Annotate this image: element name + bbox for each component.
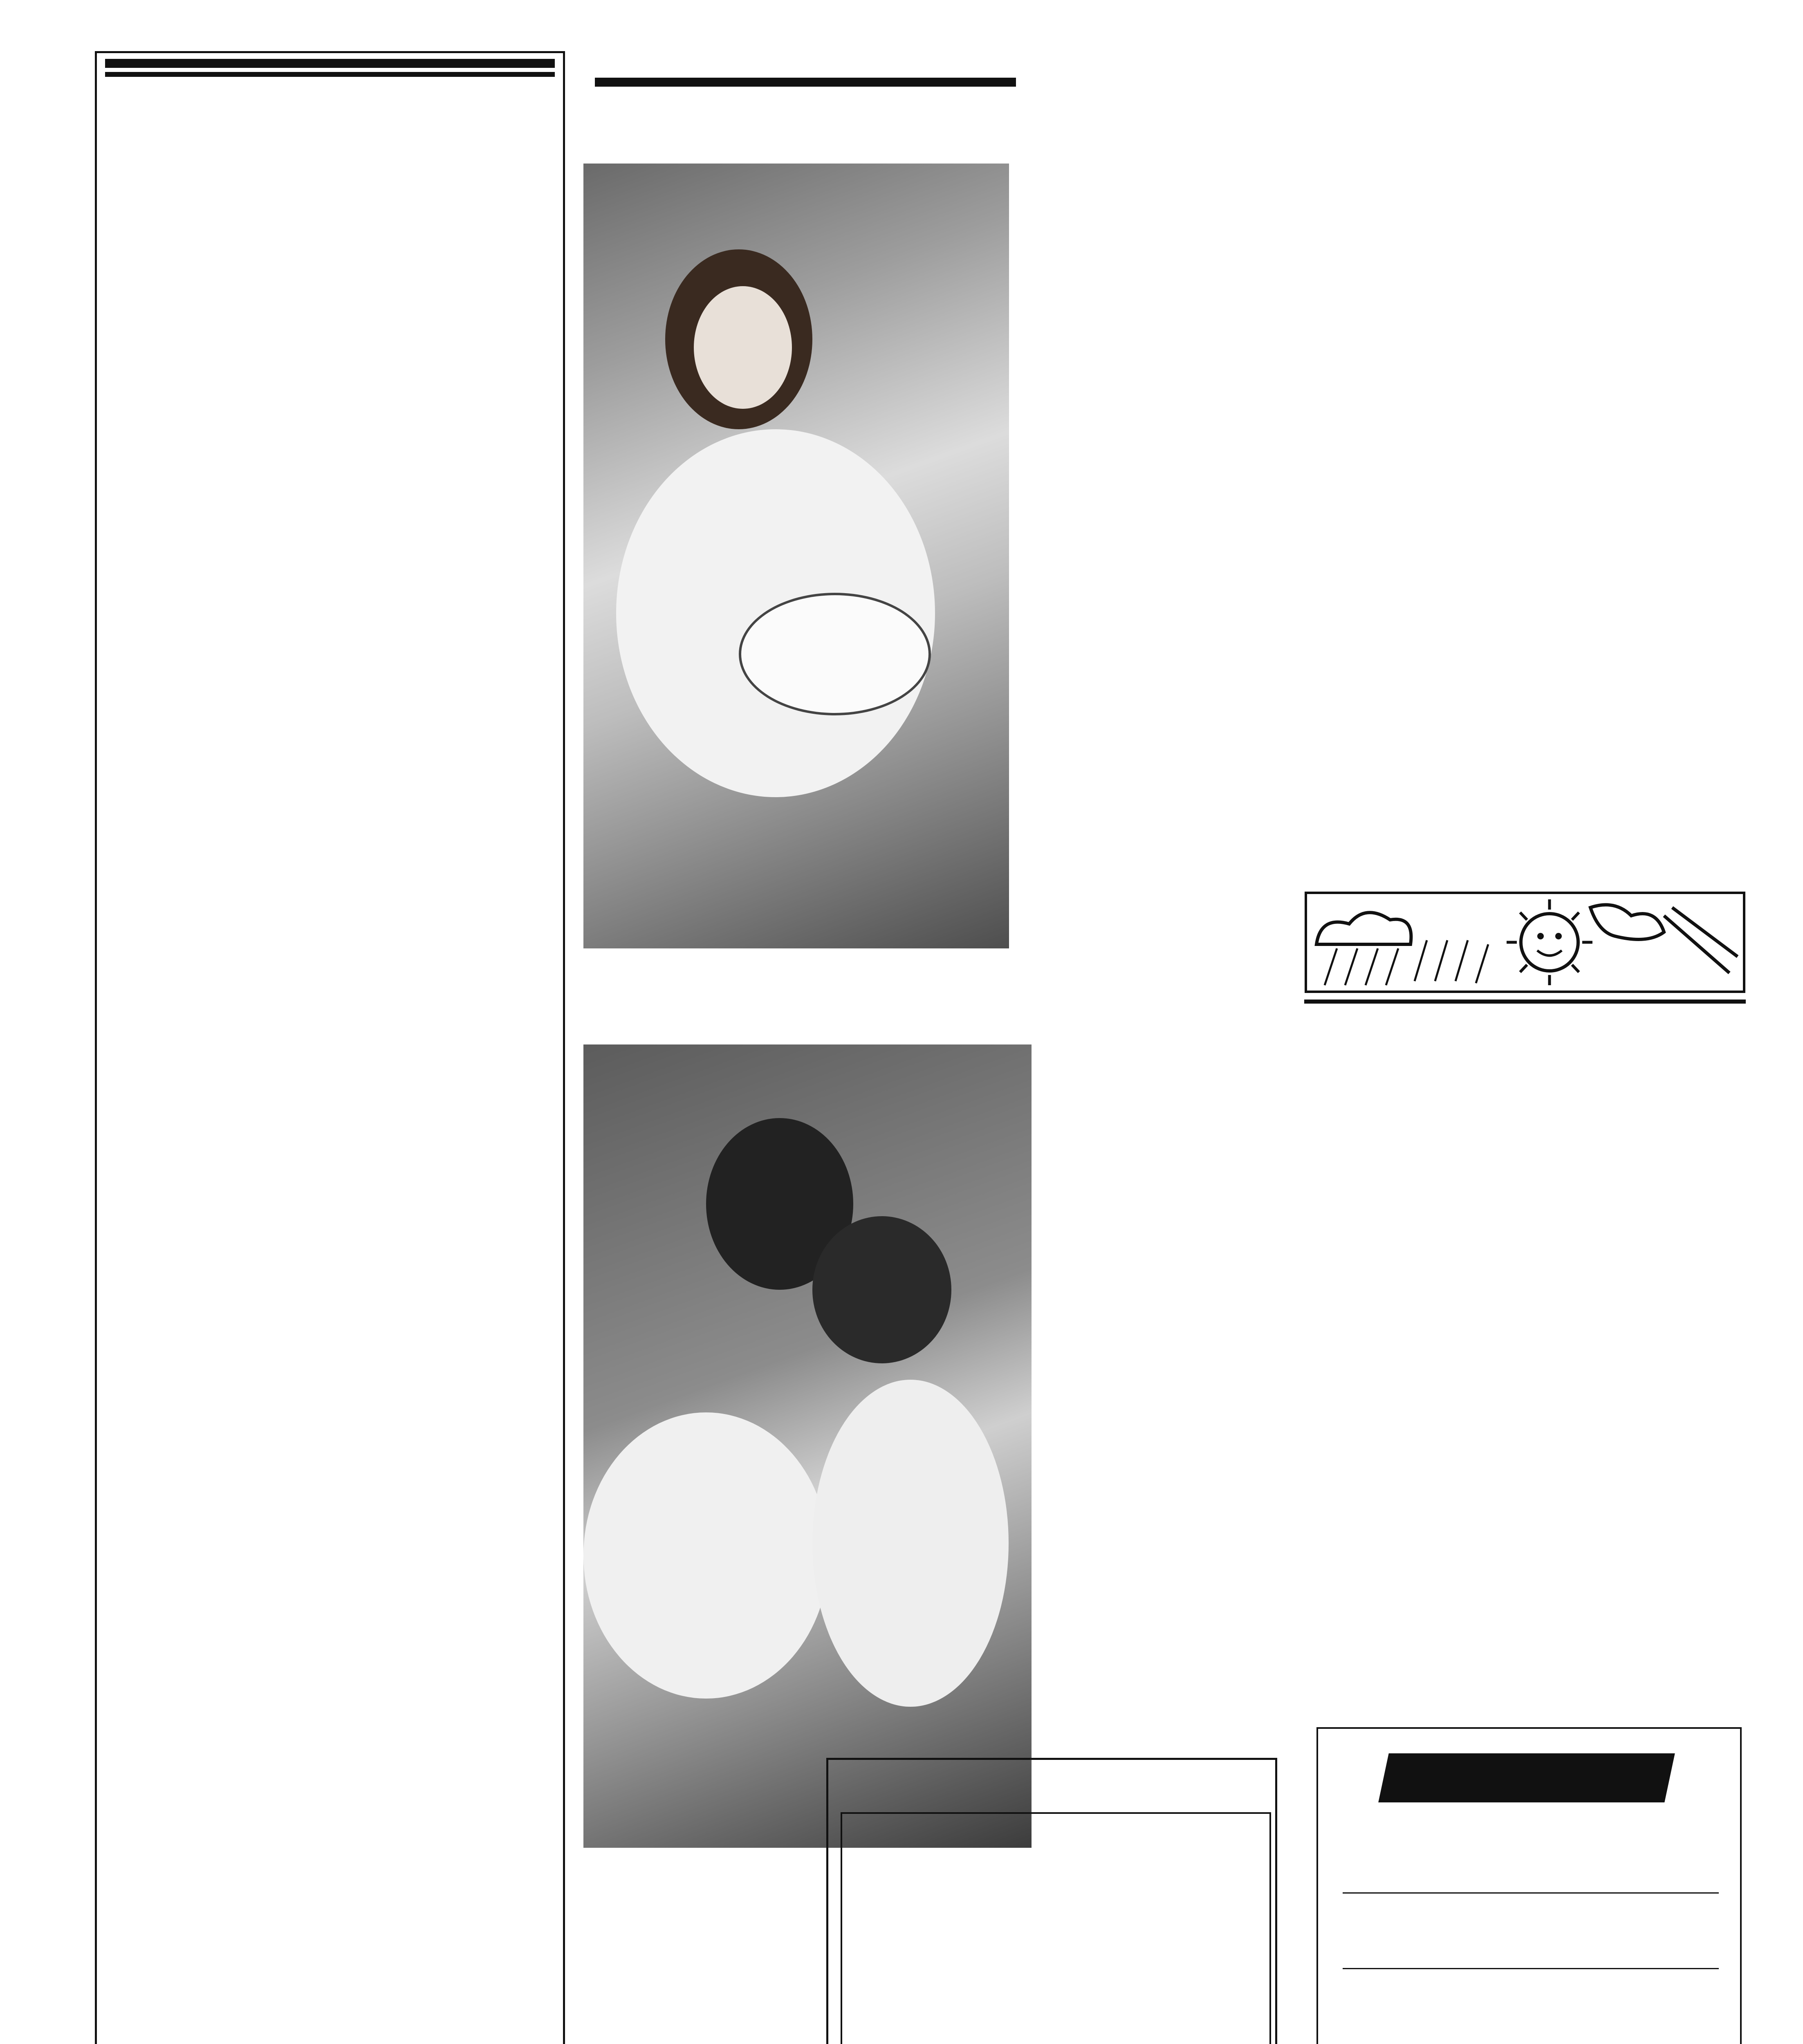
photo-family	[583, 1044, 1032, 1848]
photo-face-shape	[694, 286, 792, 409]
photo-sister-shirt	[812, 1380, 1009, 1707]
weather-rule	[1304, 1000, 1746, 1004]
weather-table	[1310, 1216, 1678, 1707]
masthead-divider-2	[1343, 1968, 1719, 1969]
crossword-panel	[826, 1758, 1277, 2044]
weather-header-row-1	[1310, 1216, 1678, 1234]
guidelines-top-rule	[105, 59, 555, 68]
guidelines-panel	[95, 51, 565, 2044]
weather-header-row-2	[1310, 1234, 1678, 1252]
guidelines-title-rule	[105, 72, 555, 77]
crossword-grid	[841, 1812, 1271, 2044]
masthead-divider-1	[1343, 1892, 1719, 1894]
photo-baby-blanket	[583, 1412, 829, 1699]
photo-sister-head	[812, 1216, 951, 1363]
photo-mother-baby	[583, 164, 1009, 948]
staff-list	[1318, 1978, 1743, 2044]
masthead-logo-bg	[1378, 1753, 1675, 1802]
bulletin-masthead	[1316, 1727, 1742, 2044]
hello-world-rule	[595, 78, 1016, 87]
photo-baby-shape	[739, 593, 931, 715]
weather-illustration	[1304, 891, 1746, 993]
